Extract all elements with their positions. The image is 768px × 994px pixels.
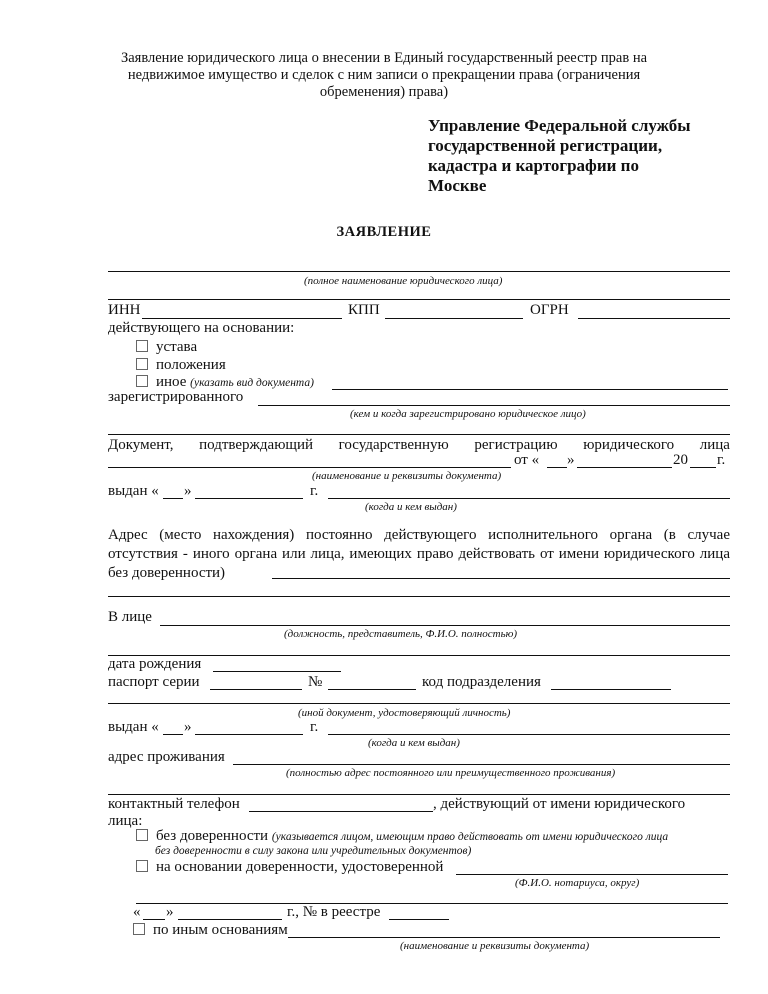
ogrn-field[interactable] — [578, 318, 730, 319]
no-poa-hint-line2: без доверенности в силу закона или учредительных документов) — [155, 845, 472, 857]
year-prefix: 20 — [673, 452, 688, 468]
other-grounds-field[interactable] — [288, 937, 720, 938]
registered-label: зарегистрированного — [108, 389, 244, 405]
number-sign: № — [308, 674, 323, 690]
blank-line[interactable] — [108, 794, 730, 795]
blank-line[interactable] — [108, 299, 730, 300]
option-charter[interactable]: устава — [136, 339, 197, 356]
inn-label: ИНН — [108, 302, 141, 318]
reg-in-registry-label: г., № в реестре — [287, 904, 381, 920]
checkbox-icon[interactable] — [133, 923, 145, 935]
in-person-field[interactable] — [160, 625, 730, 626]
birth-date-field[interactable] — [213, 671, 341, 672]
notary-field[interactable] — [456, 874, 728, 875]
issued-hint: (когда и кем выдан) — [365, 501, 457, 513]
g-label: г. — [310, 719, 319, 735]
quote-close: » — [184, 483, 192, 499]
doc-name2-hint: (наименование и реквизиты документа) — [400, 940, 590, 952]
checkbox-icon[interactable] — [136, 340, 148, 352]
division-code-field[interactable] — [551, 689, 671, 690]
issued-label: выдан « — [108, 483, 159, 499]
birth-date-label: дата рождения — [108, 656, 202, 672]
passport-series-label: паспорт серии — [108, 674, 200, 690]
notary-hint: (Ф.И.О. нотариуса, округ) — [515, 877, 640, 889]
issued2-month-field[interactable] — [195, 734, 303, 735]
other-doc-field[interactable] — [332, 389, 728, 390]
registered-hint: (кем и когда зарегистрировано юридическое лицо) — [350, 408, 586, 420]
other-id-hint: (иной документ, удостоверяющий личность) — [298, 707, 511, 719]
full-name-field[interactable] — [108, 271, 730, 272]
form-header: Заявление юридического лица о внесении в Единый государственный реестр прав на недвижимое имущество и сделок с ним записи о прекращении права (ограничения обременения) права) — [120, 50, 648, 100]
blank-line[interactable] — [108, 434, 730, 435]
passport-number-field[interactable] — [328, 689, 416, 690]
checkbox-icon[interactable] — [136, 860, 148, 872]
authority-line: Управление Федеральной службы — [428, 116, 691, 135]
option-other-grounds[interactable]: по иным основаниям — [133, 922, 288, 939]
registered-field[interactable] — [258, 405, 730, 406]
issued2-hint: (когда и кем выдан) — [368, 737, 460, 749]
document-line: Документ, подтверждающий государственную регистрацию юридического лица — [108, 437, 730, 453]
doc-name-field[interactable] — [108, 467, 511, 468]
issued2-by-field[interactable] — [328, 734, 730, 735]
residence-field[interactable] — [233, 764, 730, 765]
doc-year-field[interactable] — [690, 467, 716, 468]
checkbox-icon[interactable] — [136, 358, 148, 370]
doc-day-field[interactable] — [547, 467, 567, 468]
option-with-poa[interactable]: на основании доверенности, удостоверенной — [136, 859, 443, 876]
year-suffix: г. — [717, 452, 726, 468]
reg-quote-open: « — [133, 904, 141, 920]
kpp-field[interactable] — [385, 318, 523, 319]
ogrn-label: ОГРН — [530, 302, 569, 318]
face-label: лица: — [108, 813, 143, 829]
issued-by-field[interactable] — [328, 498, 730, 499]
issued2-day-field[interactable] — [163, 734, 183, 735]
blank-line[interactable] — [136, 903, 728, 904]
passport-series-field[interactable] — [210, 689, 302, 690]
option-other[interactable]: иное (указать вид документа) — [136, 374, 314, 391]
option-no-poa[interactable]: без доверенности (указывается лицом, имеющим право действовать от имени юридического лица — [136, 828, 668, 845]
issued-day-field[interactable] — [163, 498, 183, 499]
doc-month-field[interactable] — [577, 467, 672, 468]
reg-month-field[interactable] — [178, 919, 282, 920]
document-title: ЗАЯВЛЕНИЕ — [336, 224, 432, 240]
authority-line: государственной регистрации, — [428, 136, 663, 155]
other-id-field[interactable] — [108, 703, 730, 704]
doc-name-hint: (наименование и реквизиты документа) — [312, 470, 502, 482]
authority-line: кадастра и картографии по — [428, 156, 639, 175]
residence-hint: (полностью адрес постоянного или преимущественного проживания) — [286, 767, 616, 779]
division-code-label: код подразделения — [422, 674, 541, 690]
option-regulation[interactable]: положения — [136, 357, 226, 374]
issued-month-field[interactable] — [195, 498, 303, 499]
authority-block — [428, 116, 691, 196]
quote-close: » — [567, 452, 575, 468]
blank-line[interactable] — [108, 655, 730, 656]
g-label: г. — [310, 483, 319, 499]
phone-field[interactable] — [249, 811, 433, 812]
in-person-label: В лице — [108, 609, 152, 625]
inn-field[interactable] — [142, 318, 342, 319]
reg-day-field[interactable] — [143, 919, 165, 920]
authority-line: Москве — [428, 176, 487, 195]
residence-label: адрес проживания — [108, 749, 225, 765]
address-field[interactable] — [272, 578, 730, 579]
checkbox-icon[interactable] — [136, 829, 148, 841]
quote-close: » — [184, 719, 192, 735]
acting-on-behalf-label: , действующий от имени юридического — [433, 796, 686, 812]
reg-quote-close: » — [166, 904, 174, 920]
person-hint: (должность, представитель, Ф.И.О. полностью) — [284, 628, 517, 640]
doc-from-label: от « — [514, 452, 540, 468]
address-paragraph: Адрес (место нахождения) постоянно действующего исполнительного органа (в случае отсутствия - иного органа или лица, имеющих право действовать от имени юридического лица без доверенности) — [108, 527, 730, 581]
kpp-label: КПП — [348, 302, 380, 318]
issued2-label: выдан « — [108, 719, 159, 735]
registry-number-field[interactable] — [389, 919, 449, 920]
acting-basis-label: действующего на основании: — [108, 320, 295, 336]
blank-line[interactable] — [108, 596, 730, 597]
checkbox-icon[interactable] — [136, 375, 148, 387]
full-name-hint: (полное наименование юридического лица) — [304, 275, 503, 287]
phone-label: контактный телефон — [108, 796, 240, 812]
